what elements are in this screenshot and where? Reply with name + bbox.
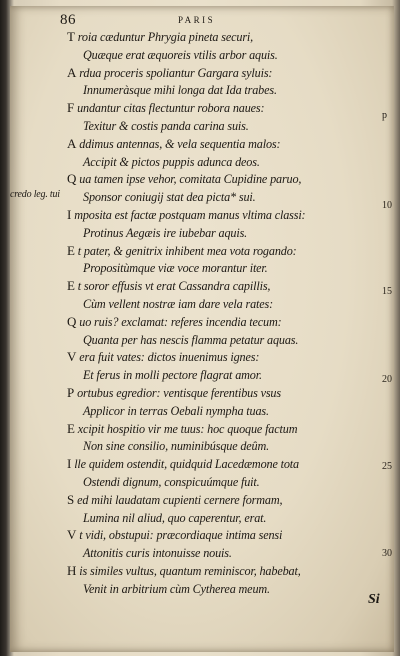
verse-line	[67, 208, 305, 222]
verse-text: uo ruis? exclamat: referes incendia tecum:	[79, 314, 282, 329]
verse-text: Ostendi dignum, conspicuúmque fuit.	[83, 475, 260, 489]
verse-line	[83, 404, 269, 418]
verse-line	[83, 119, 249, 133]
verse-initial: A	[67, 135, 77, 151]
verse-text: lle quidem ostendit, quidquid Lacedæmone tota	[74, 457, 299, 472]
verse-line	[67, 244, 297, 258]
verse-initial: V	[67, 527, 77, 543]
verse-line	[67, 172, 301, 186]
verse-text: Venit in arbitrium cùm Cytherea meum.	[83, 581, 270, 596]
margin-mark: p	[382, 110, 387, 121]
verse-text: Cùm vellent nostræ iam dare vela rates:	[83, 297, 274, 311]
verse-line	[83, 439, 269, 453]
verse-initial: T	[67, 29, 75, 44]
verse-text: Innumeràsque mihi longa dat Ida trabes.	[83, 83, 277, 98]
verse-initial: P	[67, 385, 75, 400]
verse-initial: E	[67, 242, 75, 258]
verse-text: xcipit hospitio vir me tuus: hoc quoque factum	[77, 421, 298, 436]
verse-text: t pater, & genitrix inhibent mea vota rogando:	[77, 243, 297, 258]
verse-text: is similes vultus, quantum reminiscor, habebat,	[79, 564, 301, 578]
page-header	[10, 12, 394, 28]
verse-text: Et ferus in molli pectore flagrat amor.	[83, 368, 262, 383]
verse-text: ddimus antennas, & vela sequentia malos:	[79, 136, 281, 151]
verse-line	[67, 137, 280, 151]
verse-text: Propositùmque viæ voce morantur iter.	[83, 261, 268, 276]
verse-text: ed mihi laudatam cupienti cernere formam,	[77, 492, 283, 507]
verse-line	[67, 564, 301, 578]
verse-line	[67, 101, 264, 115]
verse-initial: A	[67, 64, 77, 80]
verse-line	[83, 48, 278, 62]
verse-text: Quæque erat æquoreis vtilis arbor aquis.	[83, 47, 278, 62]
verse-line	[67, 422, 297, 436]
line-number-30: 30	[382, 548, 392, 559]
verse-text: Non sine consilio, numinibúsque deûm.	[83, 439, 270, 454]
verse-line	[67, 66, 272, 80]
verse-line	[83, 226, 247, 240]
verse-initial: Q	[67, 313, 77, 329]
catchword: Si	[368, 592, 380, 607]
verse-line	[83, 333, 298, 347]
line-number-25: 25	[382, 461, 392, 472]
verse-text: Texitur & costis panda carina suis.	[83, 119, 249, 133]
verse-line	[83, 261, 268, 275]
verse-text: Applicor in terras Oebali nympha tuas.	[83, 403, 269, 418]
verse-text: ortubus egredior: ventisque ferentibus vsus	[77, 386, 281, 400]
verse-line	[67, 386, 281, 400]
verse-text: roia cæduntur Phrygia pineta securi,	[77, 30, 254, 44]
verse-text: t soror effusis vt erat Cassandra capillis,	[77, 279, 271, 294]
verse-line	[83, 546, 232, 560]
verse-line	[83, 297, 273, 311]
verse-initial: E	[67, 278, 75, 294]
line-number-10: 10	[382, 200, 392, 211]
verse-line	[83, 511, 266, 525]
verse-line	[67, 30, 253, 44]
verse-line	[67, 315, 282, 329]
verse-line	[83, 582, 270, 596]
verse-line	[83, 368, 262, 382]
book-page	[10, 6, 394, 652]
verse-initial: E	[67, 420, 75, 436]
verse-text: era fuit vates: dictos inuenimus ignes:	[79, 350, 260, 365]
verse-initial: S	[67, 491, 75, 507]
verse-text: Lumina nil aliud, quo caperentur, erat.	[83, 510, 267, 525]
verse-initial: H	[67, 563, 77, 578]
verse-line	[67, 457, 299, 471]
verse-line	[83, 155, 260, 169]
verse-line	[83, 83, 277, 97]
running-head: PARIS	[178, 15, 216, 25]
line-number-20: 20	[382, 374, 392, 385]
verse-text: Protinus Aegæis ire iubebar aquis.	[83, 225, 248, 240]
verse-initial: F	[67, 100, 75, 116]
verse-line	[83, 475, 260, 489]
verse-line	[83, 190, 256, 204]
verse-line	[67, 279, 270, 293]
margin-note: credo leg. tui	[10, 189, 60, 200]
line-number-15: 15	[382, 286, 392, 297]
verse-text: undantur citas flectuntur robora naues:	[77, 101, 265, 116]
verse-text: mposita est factæ postquam manus vltima classi:	[74, 208, 306, 222]
verse-text: rdua proceris spoliantur Gargara syluis:	[79, 65, 273, 80]
verse-text: ua tamen ipse vehor, comitata Cupidine paruo,	[79, 172, 302, 187]
verse-text: Quanta per has nescis flamma petatur aquas.	[83, 332, 299, 347]
verse-initial: Q	[67, 171, 77, 187]
verse-text: Attonitis curis intonuisse nouis.	[83, 546, 232, 561]
verse-text: t vidi, obstupui: præcordiaque intima sensi	[79, 528, 283, 543]
page-number: 86	[60, 12, 76, 28]
verse-line	[67, 350, 259, 364]
verse-initial: I	[67, 456, 72, 472]
verse-line	[67, 493, 282, 507]
verse-line	[67, 528, 282, 542]
verse-text: Sponsor coniugij stat dea picta* sui.	[83, 190, 256, 205]
verse-initial: I	[67, 207, 72, 222]
verse-text: Accipit & pictos puppis adunca deos.	[83, 154, 260, 169]
verse-initial: V	[67, 349, 77, 365]
